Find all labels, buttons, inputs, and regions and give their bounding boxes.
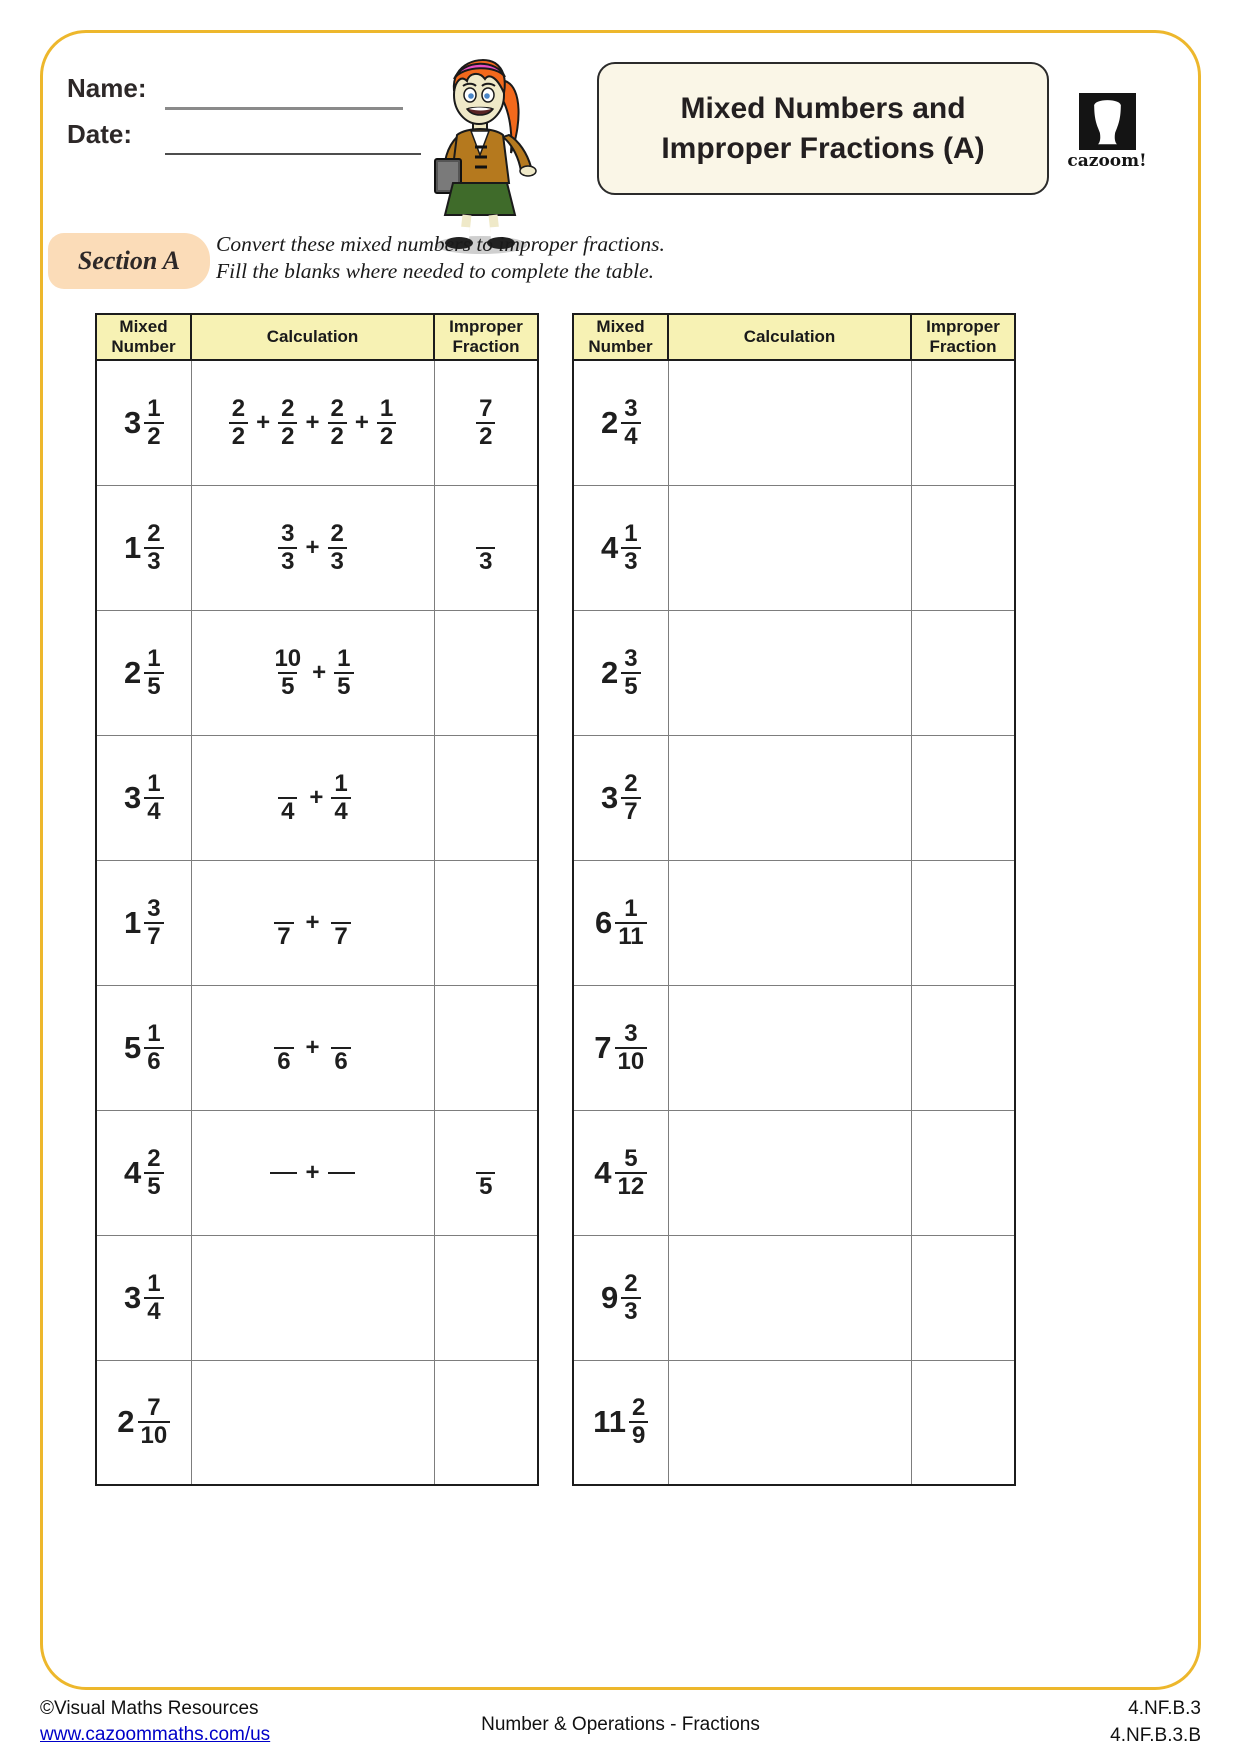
fraction-denominator [270, 1172, 297, 1200]
name-label: Name: [67, 73, 147, 103]
calculation-expression [274, 771, 350, 825]
improper-fraction-cell [911, 610, 1015, 735]
name-fill-line [165, 107, 403, 110]
fraction [144, 896, 163, 950]
fraction-denominator [328, 1172, 355, 1200]
mixed-number [124, 771, 164, 825]
mixed-number [124, 521, 164, 575]
column-header: Improper Fraction [434, 314, 538, 360]
mixed-number-cell [96, 735, 191, 860]
standard-code-2: 4.NF.B.3.B [1110, 1725, 1201, 1746]
calculation-cell [668, 485, 911, 610]
mixed-number-cell [573, 860, 668, 985]
table-header-row [573, 314, 1015, 360]
fraction-numerator: 7 [147, 1394, 161, 1422]
fraction-denominator: 7 [274, 922, 293, 950]
fraction-denominator: 4 [331, 797, 350, 825]
instruction-line1: Convert these mixed numbers to improper fractions. [216, 232, 665, 256]
improper-fraction-cell [911, 485, 1015, 610]
calculation-cell [668, 1360, 911, 1485]
improper-fraction-cell [434, 610, 538, 735]
table-row [573, 985, 1015, 1110]
fraction [144, 521, 163, 575]
improper-fraction-cell [434, 735, 538, 860]
fraction [621, 521, 640, 575]
fraction-numerator [328, 896, 355, 922]
calculation-expression [270, 896, 354, 950]
calculation-cell [668, 610, 911, 735]
table-row [573, 735, 1015, 860]
mixed-number [601, 396, 641, 450]
fraction-denominator: 5 [144, 672, 163, 700]
mixed-number [124, 646, 164, 700]
worksheet-title-line1: Mixed Numbers and [680, 91, 966, 125]
whole-number: 3 [600, 779, 619, 815]
blank-fraction [270, 1146, 297, 1200]
plus-operator: + [305, 533, 320, 561]
mixed-number [601, 1271, 641, 1325]
fraction-denominator: 6 [144, 1047, 163, 1075]
whole-number: 2 [600, 654, 619, 690]
calculation-cell [191, 485, 434, 610]
fraction-numerator: 2 [231, 394, 246, 422]
fraction-numerator: 5 [624, 1144, 638, 1172]
fraction-denominator: 6 [331, 1047, 350, 1075]
mixed-number-cell [96, 860, 191, 985]
whole-number: 3 [123, 779, 142, 815]
fraction [278, 521, 297, 575]
plus-operator: + [305, 1033, 320, 1061]
mixed-number [124, 1146, 164, 1200]
mixed-number-cell [96, 610, 191, 735]
fraction-denominator: 3 [144, 547, 163, 575]
mixed-number [601, 771, 641, 825]
calculation-expression [271, 646, 353, 700]
fraction [144, 1146, 163, 1200]
fraction-denominator: 7 [621, 797, 640, 825]
improper-fraction-cell [911, 860, 1015, 985]
fraction-numerator [472, 521, 499, 547]
fraction [472, 1146, 499, 1200]
fraction [138, 1395, 171, 1449]
fraction-denominator: 5 [621, 672, 640, 700]
fraction-numerator: 3 [624, 1019, 638, 1047]
fraction-denominator: 5 [476, 1172, 495, 1200]
mixed-number-cell [573, 485, 668, 610]
mixed-number [594, 1146, 647, 1200]
calculation-expression [270, 1021, 354, 1075]
fraction-denominator: 7 [331, 922, 350, 950]
improper-fraction-cell [911, 1360, 1015, 1485]
fraction-denominator: 11 [615, 922, 646, 950]
mixed-number-cell [573, 735, 668, 860]
fraction [621, 771, 640, 825]
table-row [96, 485, 538, 610]
hourglass-icon [1079, 93, 1136, 150]
table-row [573, 1110, 1015, 1235]
column-header: Mixed Number [96, 314, 191, 360]
fraction [621, 396, 640, 450]
fraction-denominator: 3 [621, 547, 640, 575]
table-header-row [96, 314, 538, 360]
fraction-denominator: 4 [278, 797, 297, 825]
fraction [328, 396, 347, 450]
fraction-numerator: 1 [147, 644, 161, 672]
mixed-number [124, 1271, 164, 1325]
fraction [144, 1021, 163, 1075]
improper-fraction-cell [911, 735, 1015, 860]
date-fill-line [165, 153, 421, 155]
calculation-cell [668, 735, 911, 860]
fraction-numerator: 1 [624, 519, 638, 547]
mixed-number-cell [573, 1110, 668, 1235]
fraction [144, 1271, 163, 1325]
plus-operator: + [256, 408, 271, 436]
improper-fraction-cell [911, 1110, 1015, 1235]
fraction [278, 396, 297, 450]
fraction [334, 646, 353, 700]
table-row [96, 1110, 538, 1235]
date-label: Date: [67, 119, 133, 149]
fraction-numerator: 2 [624, 1269, 638, 1297]
mixed-number [601, 646, 641, 700]
fraction-denominator: 3 [621, 1297, 640, 1325]
fraction-numerator: 1 [147, 1269, 161, 1297]
fraction [377, 396, 396, 450]
fraction-numerator: 1 [337, 644, 351, 672]
whole-number: 2 [600, 404, 619, 440]
fraction-denominator: 2 [229, 422, 248, 450]
fraction-numerator: 2 [147, 519, 161, 547]
fraction-denominator: 12 [615, 1172, 648, 1200]
fraction-denominator: 6 [274, 1047, 293, 1075]
improper-fraction-cell [434, 485, 538, 610]
fraction [271, 646, 304, 700]
fraction-denominator: 5 [278, 672, 297, 700]
whole-number: 7 [594, 1029, 612, 1065]
whole-number: 4 [123, 1154, 142, 1190]
fraction-numerator: 2 [631, 1394, 646, 1422]
calculation-cell [668, 860, 911, 985]
fraction [615, 1146, 648, 1200]
fraction-denominator: 5 [334, 672, 353, 700]
fraction [270, 1021, 297, 1075]
improper-fraction-cell [434, 360, 538, 485]
whole-number: 3 [123, 1279, 142, 1315]
column-header: Improper Fraction [911, 314, 1015, 360]
calculation-expression [270, 1146, 354, 1200]
fraction-denominator: 5 [144, 1172, 163, 1200]
fraction [621, 646, 640, 700]
mixed-number-cell [573, 1235, 668, 1360]
calculation-cell [668, 985, 911, 1110]
cazoom-url-link[interactable]: www.cazoommaths.com/us [40, 1724, 271, 1745]
fraction-numerator: 1 [147, 1019, 161, 1047]
fraction-numerator: 1 [147, 769, 161, 797]
fraction-numerator: 7 [479, 394, 493, 422]
fraction-numerator [328, 1146, 355, 1172]
calculation-cell [191, 1360, 434, 1485]
fraction-denominator: 3 [278, 547, 297, 575]
calculation-cell [668, 1235, 911, 1360]
mixed-number-cell [573, 610, 668, 735]
whole-number: 1 [123, 529, 142, 565]
fraction-denominator: 4 [621, 422, 640, 450]
table-row [96, 985, 538, 1110]
table-row [573, 485, 1015, 610]
mixed-number [601, 521, 641, 575]
fraction-numerator: 1 [379, 394, 394, 422]
calculation-cell [191, 735, 434, 860]
whole-number: 1 [123, 904, 142, 940]
fraction-denominator: 2 [377, 422, 396, 450]
calculation-cell [668, 360, 911, 485]
fraction-denominator: 9 [629, 1421, 648, 1449]
mixed-number [593, 1395, 648, 1449]
fraction-numerator: 3 [281, 519, 295, 547]
mixed-number-cell [96, 985, 191, 1110]
copyright-text: ©Visual Maths Resources [40, 1698, 259, 1719]
table-row [96, 860, 538, 985]
mixed-number [594, 1021, 647, 1075]
fraction [615, 1021, 648, 1075]
calculation-cell [191, 610, 434, 735]
whole-number: 2 [117, 1404, 135, 1440]
fraction [229, 396, 248, 450]
whole-number: 11 [593, 1404, 626, 1440]
fraction-numerator [472, 1146, 499, 1172]
fraction [144, 771, 163, 825]
fraction-numerator: 2 [330, 519, 344, 547]
fraction [621, 1271, 640, 1325]
mixed-number-cell [96, 1235, 191, 1360]
fraction-denominator: 2 [278, 422, 297, 450]
improper-fraction-cell [434, 985, 538, 1110]
plus-operator: + [354, 408, 369, 436]
table-row [573, 610, 1015, 735]
fraction-numerator: 3 [147, 894, 161, 922]
table-row [96, 610, 538, 735]
fraction-denominator: 4 [144, 797, 163, 825]
calculation-cell [191, 1110, 434, 1235]
mixed-number-cell [573, 360, 668, 485]
calculation-cell [191, 360, 434, 485]
worksheet-frame [40, 30, 1201, 1690]
blank-fraction [328, 1146, 355, 1200]
mixed-number [124, 896, 164, 950]
whole-number: 4 [594, 1154, 612, 1190]
instruction-line2: Fill the blanks where needed to complete the table. [216, 259, 655, 283]
tables-container [95, 313, 1016, 1486]
improper-fraction-cell [434, 860, 538, 985]
fraction [328, 1021, 355, 1075]
fraction-numerator: 2 [281, 394, 295, 422]
student-girl-illustration [409, 43, 549, 255]
whole-number: 5 [123, 1029, 142, 1065]
fraction [629, 1395, 648, 1449]
fraction-denominator: 3 [476, 547, 495, 575]
fraction [472, 521, 499, 575]
mixed-number-cell [96, 485, 191, 610]
column-header: Calculation [668, 314, 911, 360]
fraction [270, 896, 297, 950]
fraction [476, 396, 495, 450]
fractions-table-left [95, 313, 539, 1486]
fraction-denominator: 2 [476, 422, 495, 450]
plus-operator: + [305, 908, 320, 936]
fraction [328, 896, 355, 950]
fraction-numerator: 1 [624, 894, 638, 922]
whole-number: 9 [600, 1279, 619, 1315]
mixed-number-cell [573, 1360, 668, 1485]
fraction-denominator: 2 [328, 422, 347, 450]
section-a-label: Section A [48, 233, 210, 289]
mixed-number [595, 896, 647, 950]
mixed-number-cell [96, 360, 191, 485]
section-instructions [216, 231, 665, 285]
fraction-numerator [270, 1146, 297, 1172]
whole-number: 3 [123, 404, 142, 440]
fraction-denominator: 3 [328, 547, 347, 575]
plus-operator: + [309, 783, 324, 811]
table-row [573, 1360, 1015, 1485]
table-row [573, 360, 1015, 485]
improper-fraction-cell [911, 1235, 1015, 1360]
fraction-numerator [274, 771, 301, 797]
calculation-expression [278, 521, 347, 575]
calculation-cell [191, 985, 434, 1110]
fractions-table-right [572, 313, 1016, 1486]
table-row [96, 735, 538, 860]
improper-fraction-cell [434, 1360, 538, 1485]
cazoom-logo [1059, 93, 1155, 171]
fraction-denominator: 4 [144, 1297, 163, 1325]
cazoom-logo-text: cazoom! [1067, 151, 1147, 171]
worksheet-title-box [597, 62, 1049, 195]
improper-fraction-cell [434, 1235, 538, 1360]
fraction-numerator: 1 [334, 769, 348, 797]
plus-operator: + [305, 1158, 320, 1186]
mixed-number-cell [573, 985, 668, 1110]
fraction-numerator [328, 1021, 355, 1047]
improper-fraction-cell [911, 985, 1015, 1110]
mixed-number [117, 1395, 170, 1449]
fraction-denominator: 2 [144, 422, 163, 450]
table-row [96, 1360, 538, 1485]
mixed-number [124, 396, 164, 450]
fraction [328, 521, 347, 575]
table-row [573, 860, 1015, 985]
plus-operator: + [312, 658, 327, 686]
fraction-numerator: 2 [330, 394, 344, 422]
calculation-cell [191, 1235, 434, 1360]
fraction-numerator [270, 896, 297, 922]
mixed-number [124, 1021, 164, 1075]
table-row [96, 1235, 538, 1360]
improper-fraction-cell [911, 360, 1015, 485]
fraction-numerator: 10 [274, 644, 302, 672]
column-header: Calculation [191, 314, 434, 360]
footer-standards [1110, 1695, 1201, 1749]
fraction [615, 896, 646, 950]
standard-code-1: 4.NF.B.3 [1128, 1698, 1201, 1719]
fraction-denominator: 7 [144, 922, 163, 950]
table-row [573, 1235, 1015, 1360]
fraction-denominator: 10 [615, 1047, 648, 1075]
fraction-numerator: 1 [147, 394, 161, 422]
fraction-denominator: 10 [138, 1421, 171, 1449]
footer-topic: Number & Operations - Fractions [481, 1714, 760, 1735]
fraction [274, 771, 301, 825]
mixed-number-cell [96, 1360, 191, 1485]
fraction [331, 771, 350, 825]
fraction-numerator: 2 [624, 769, 638, 797]
whole-number: 2 [123, 654, 142, 690]
fraction-numerator [270, 1021, 297, 1047]
improper-fraction-cell [434, 1110, 538, 1235]
calculation-cell [191, 860, 434, 985]
fraction [144, 396, 163, 450]
whole-number: 6 [594, 904, 613, 940]
worksheet-title-line2: Improper Fractions (A) [661, 131, 985, 165]
mixed-number-cell [96, 1110, 191, 1235]
whole-number: 4 [600, 529, 619, 565]
plus-operator: + [305, 408, 320, 436]
table-row [96, 360, 538, 485]
calculation-expression [229, 396, 396, 450]
column-header: Mixed Number [573, 314, 668, 360]
fraction-numerator: 3 [624, 394, 638, 422]
fraction-numerator: 2 [147, 1144, 161, 1172]
calculation-cell [668, 1110, 911, 1235]
fraction [144, 646, 163, 700]
fraction-numerator: 3 [624, 644, 638, 672]
